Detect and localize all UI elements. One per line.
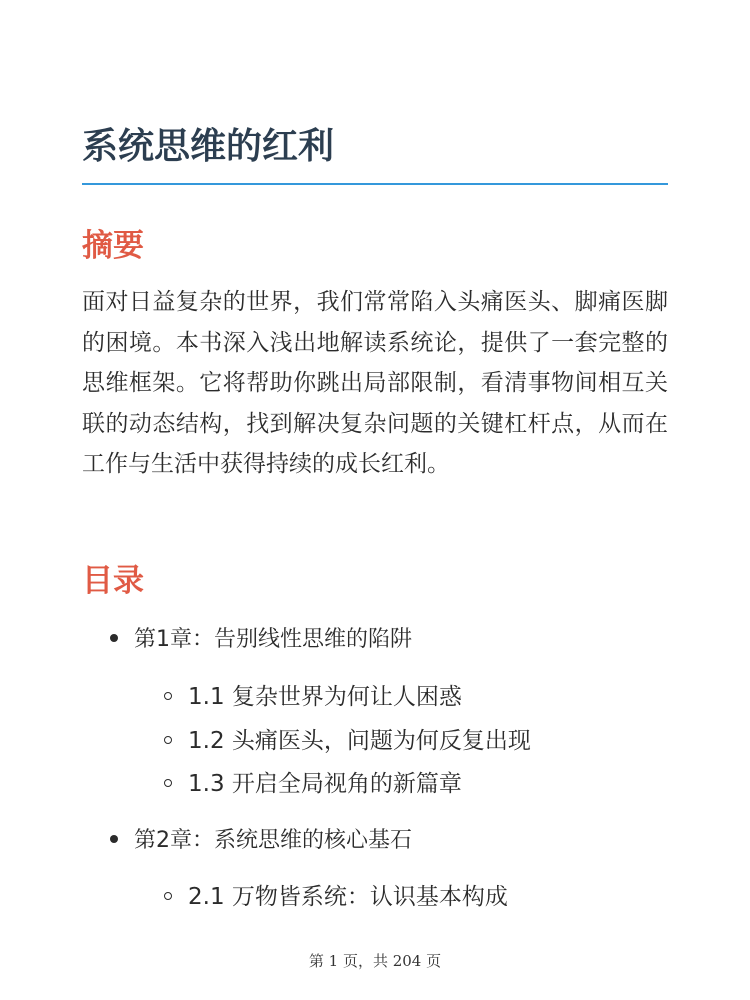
filled-bullet-icon bbox=[110, 634, 118, 642]
toc-section-label: 1.1 复杂世界为何让人困惑 bbox=[188, 684, 462, 710]
title-divider bbox=[82, 183, 668, 185]
summary-paragraph: 面对日益复杂的世界，我们常常陷入头痛医头、脚痛医脚的困境。本书深入浅出地解读系统论，提供了一套完整的思维框架。它将帮助你跳出局部限制，看清事物间相互关联的动态结构，找到解决复杂问题的关键杠杆点，从而在工作与生活中获得持续的成长红利。 bbox=[82, 289, 668, 477]
summary-heading: 摘要 bbox=[82, 228, 144, 264]
toc-chapter-2 bbox=[110, 823, 412, 854]
toc-section-1-2 bbox=[164, 722, 531, 755]
hollow-bullet-icon bbox=[164, 892, 172, 900]
toc-heading: 目录 bbox=[82, 563, 144, 599]
toc-section-label: 2.1 万物皆系统：认识基本构成 bbox=[188, 884, 508, 910]
toc-section-label: 1.3 开启全局视角的新篇章 bbox=[188, 771, 462, 797]
toc-chapter-label: 第1章：告别线性思维的陷阱 bbox=[134, 627, 412, 652]
toc-section-1-1 bbox=[164, 678, 462, 711]
toc-chapter-1 bbox=[110, 622, 412, 653]
filled-bullet-icon bbox=[110, 835, 118, 843]
document-title: 系统思维的红利 bbox=[82, 126, 335, 167]
hollow-bullet-icon bbox=[164, 779, 172, 787]
toc-section-1-3 bbox=[164, 765, 462, 798]
hollow-bullet-icon bbox=[164, 736, 172, 744]
toc-section-2-1 bbox=[164, 878, 508, 911]
page-footer: 第 1 页，共 204 页 bbox=[308, 952, 442, 970]
hollow-bullet-icon bbox=[164, 692, 172, 700]
toc-section-label: 1.2 头痛医头，问题为何反复出现 bbox=[188, 728, 531, 754]
toc-chapter-label: 第2章：系统思维的核心基石 bbox=[134, 828, 412, 853]
